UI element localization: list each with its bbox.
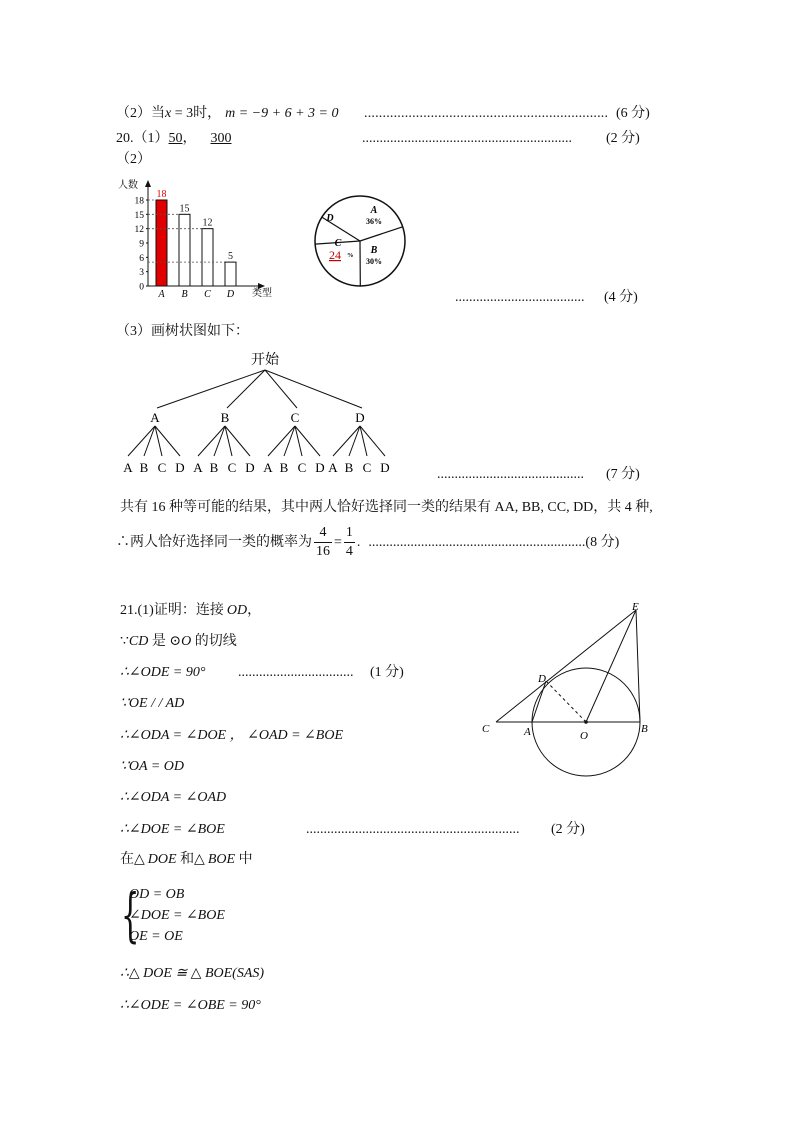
bar-category-label: D	[226, 289, 235, 300]
q21-line7: ∴∠ODA = ∠OAD	[120, 790, 227, 805]
q21-line8: ∴∠DOE = ∠BOE	[120, 822, 225, 837]
bar-value-label: 15	[179, 203, 190, 215]
q19-part2-expr: m = −9 + 6 + 3 = 0	[225, 106, 339, 121]
pie-slice-name: B	[370, 245, 378, 256]
q20-prob-end: .	[356, 535, 361, 550]
tree-branch-l1	[265, 370, 362, 408]
q21-line10: ∴△ DOE ≅ △ BOE(SAS)	[120, 966, 265, 981]
tree-node-l2: B	[344, 460, 354, 475]
q21-score-a: (1 分)	[370, 665, 404, 680]
q19-var-x: x	[165, 106, 172, 121]
bar-category-label: A	[158, 289, 165, 300]
pie-chart	[310, 191, 410, 291]
tree-branch-l2	[198, 426, 225, 456]
tree-node-l2: D	[245, 460, 255, 475]
q20-score-2: (4 分)	[604, 290, 638, 305]
tree-diagram	[115, 348, 415, 483]
q20-dots-3: ..........................................	[437, 467, 584, 482]
bar-D	[225, 262, 236, 286]
tree-node-l2: A	[263, 460, 273, 475]
q20-label: 20.（1）	[116, 131, 169, 146]
label-a: A	[524, 726, 531, 738]
tree-branch-l2	[128, 426, 155, 456]
tree-node-l1: A	[150, 410, 160, 425]
q21-line1-text: 21.(1)证明：连接	[120, 603, 224, 618]
q20-answer-2: 300	[210, 131, 232, 146]
q20-dots-1: ............................................................	[362, 131, 572, 146]
q20-part1-line	[116, 129, 246, 149]
q20-part2-label: （2）	[116, 152, 151, 167]
q21-line1	[120, 601, 261, 621]
line-be	[636, 610, 640, 722]
tree-branch-l2	[349, 426, 360, 456]
bar-y-tick-label: 6	[139, 253, 144, 264]
brace-line-2: ∠DOE = ∠BOE	[129, 908, 225, 923]
tree-node-l2: D	[315, 460, 325, 475]
bar-C	[202, 229, 213, 286]
q21-line2	[120, 632, 237, 652]
label-o: O	[580, 730, 588, 742]
tree-node-l2: C	[227, 460, 237, 475]
q21-line6: ∵OA = OD	[120, 759, 184, 774]
q20-prob-line	[116, 524, 619, 562]
q20-answer-1: 50	[168, 131, 183, 146]
q20-part3-label: （3）画树状图如下：	[116, 324, 249, 339]
fraction-1-4	[344, 524, 355, 561]
tree-root: 开始	[251, 353, 279, 368]
q20-sep: ，	[182, 131, 197, 146]
q20-dots-2: .....................................	[455, 290, 585, 305]
tree-node-l2: C	[362, 460, 372, 475]
tree-node-l2: C	[297, 460, 307, 475]
q20-eq: =	[334, 535, 342, 550]
bar-chart	[116, 174, 296, 304]
frac2-num: 1	[344, 524, 355, 543]
tree-node-l1: C	[290, 410, 300, 425]
tree-branch-l1	[265, 370, 297, 408]
q21-line9-end: 中	[235, 852, 253, 867]
q21-line2-mid: 是 ⊙	[148, 634, 182, 649]
bar-y-label: 人数	[118, 180, 138, 191]
tree-branch-l2	[268, 426, 295, 456]
q21-line4: ∵OE / / AD	[120, 696, 185, 711]
label-e: E	[632, 601, 639, 613]
q21-line9	[120, 850, 253, 870]
bar-y-tick-label: 3	[139, 268, 144, 279]
bar-category-label: C	[204, 289, 211, 300]
bar-y-tick-label: 12	[134, 225, 144, 236]
tree-node-l2: C	[157, 460, 167, 475]
label-d: D	[538, 673, 546, 685]
q21-line9-pre: 在△	[120, 852, 145, 867]
tree-node-l2: B	[139, 460, 149, 475]
bar-category-label: B	[181, 289, 188, 300]
q21-dots-a: .................................	[238, 665, 354, 680]
tree-branch-l2	[214, 426, 225, 456]
q19-part2-mid: = 3时，	[171, 106, 222, 121]
q20-score-4: (8 分)	[585, 535, 620, 550]
frac2-den: 4	[345, 544, 353, 560]
bar-y-tick-label: 9	[139, 239, 144, 250]
q19-part2-line	[116, 104, 338, 124]
pie-slice-name: D	[326, 213, 334, 224]
q21-var-od: OD	[226, 603, 248, 618]
q19-dots: ..................................................................	[364, 106, 609, 121]
line-ce	[496, 610, 636, 722]
q21-triangle-boe: BOE	[207, 852, 236, 867]
q21-line3: ∴∠ODE = 90°	[120, 665, 206, 680]
q20-result-line: 共有 16 种等可能的结果，其中两人恰好选择同一类的结果有 AA, BB, CC, DD，共 4 种,	[120, 500, 653, 515]
bar-y-tick-label: 18	[134, 196, 144, 207]
pie-slice-name: C	[334, 238, 342, 249]
tree-node-l2: D	[380, 460, 390, 475]
pie-percent-sign: %	[347, 252, 354, 259]
bar-value-label: 12	[202, 217, 213, 229]
bar-value-label: 18	[156, 189, 167, 200]
frac1-num: 4	[314, 524, 332, 543]
point-o	[584, 720, 588, 724]
tree-node-l1: D	[355, 410, 365, 425]
label-b: B	[641, 723, 648, 735]
pie-slice-name: A	[370, 205, 378, 216]
pie-slice-percent: 36%	[366, 217, 382, 226]
q20-score-3: (7 分)	[606, 467, 640, 482]
q21-line1-end: ，	[247, 603, 262, 618]
pie-slice-percent: 24	[329, 248, 341, 262]
tree-node-l2: A	[123, 460, 133, 475]
tree-node-l2: A	[193, 460, 203, 475]
tree-branch-l1	[227, 370, 265, 408]
bar-y-tick-label: 0	[139, 282, 144, 293]
bar-x-label: 类型	[252, 288, 272, 299]
brace-lines	[129, 884, 225, 947]
line-od-dashed	[546, 681, 586, 722]
q21-score-b: (2 分)	[551, 822, 585, 837]
q21-line5: ∴∠ODA = ∠DOE ， ∠OAD = ∠BOE	[120, 728, 344, 743]
q21-line9-mid: 和△	[176, 852, 205, 867]
bar-A	[156, 200, 167, 286]
q19-part2-label: （2）当	[116, 106, 165, 121]
tree-node-l1: B	[220, 410, 230, 425]
q21-line2-end: 的切线	[191, 634, 237, 649]
q20-prob-prefix: ∴两人恰好选择同一类的概率为	[116, 535, 312, 550]
q21-triangle-doe: DOE	[147, 852, 177, 867]
q19-score: (6 分)	[616, 106, 650, 121]
tree-node-l2: B	[279, 460, 289, 475]
q21-dots-b: .............................................................	[306, 822, 520, 837]
q21-because: ∵	[120, 634, 129, 649]
brace-symbol: {	[121, 881, 140, 949]
frac1-den: 16	[316, 544, 330, 560]
q20-score-1: (2 分)	[606, 131, 640, 146]
bar-y-arrow	[145, 180, 151, 187]
tree-node-l2: B	[209, 460, 219, 475]
line-oe	[586, 610, 636, 722]
pie-slice-percent: 30%	[366, 257, 382, 266]
tree-branch-l1	[157, 370, 265, 408]
tree-branch-l2	[144, 426, 155, 456]
tree-node-l2: D	[175, 460, 185, 475]
bar-B	[179, 214, 190, 286]
bar-value-label: 5	[228, 251, 233, 263]
brace-line-1: OD = OB	[129, 887, 185, 902]
q21-var-cd: CD	[128, 634, 149, 649]
tree-branch-l2	[284, 426, 295, 456]
brace-line-3: OE = OE	[129, 929, 183, 944]
q20-dots-4: ..............................................................	[368, 535, 586, 550]
q21-line11: ∴∠ODE = ∠OBE = 90°	[120, 998, 261, 1013]
label-c: C	[482, 723, 490, 735]
bar-y-tick-label: 15	[134, 210, 144, 221]
tree-node-l2: A	[328, 460, 338, 475]
geometry-figure	[478, 598, 678, 808]
fraction-4-16	[314, 524, 332, 561]
q21-var-o: O	[181, 634, 192, 649]
tree-branch-l2	[333, 426, 360, 456]
